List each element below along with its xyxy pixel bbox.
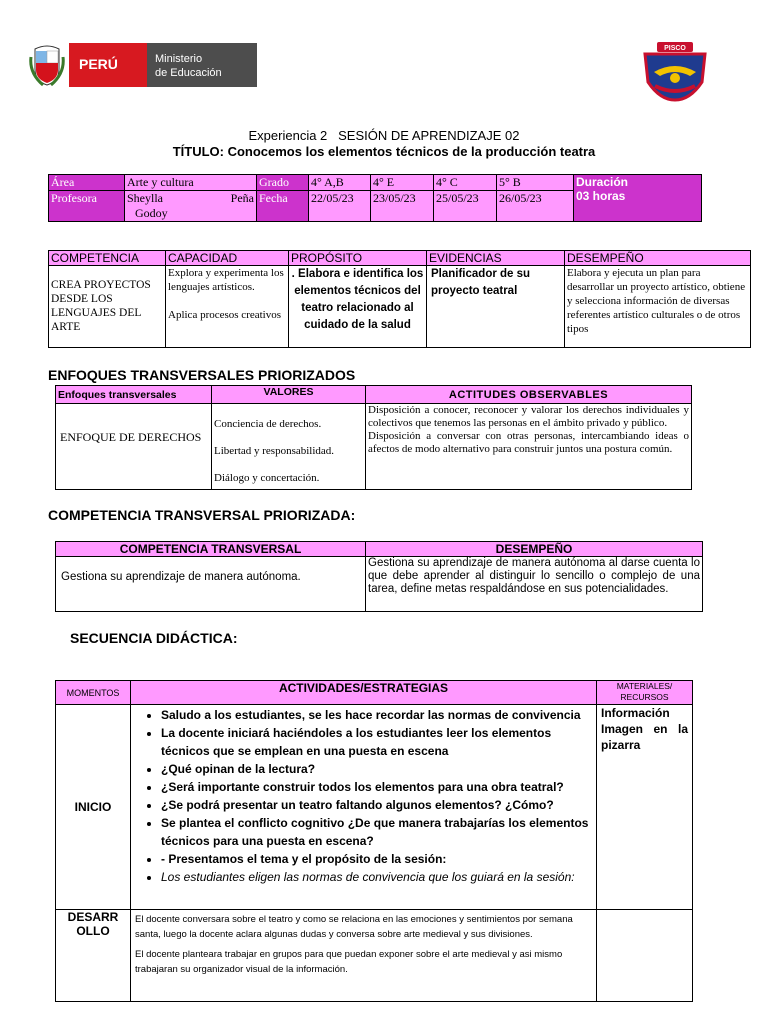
competencia-table [48,250,751,348]
list-item: • ¿Qué opinan de la lectura? [161,760,594,778]
comp-trans-desempeno-header: DESEMPEÑO [366,542,703,557]
profesora-value [125,191,257,222]
desarrollo-activities [131,910,597,1002]
enfoques-table [55,385,692,490]
peru-label-box [69,43,147,87]
valores-header: VALORES [212,386,366,404]
grade-cell: 4° A,B [309,175,371,191]
area-label: Área [49,175,125,191]
list-item: • Se plantea el conflicto cognitivo ¿De que manera trabajarías los elementos técnicos para una puesta en escena? [161,814,594,850]
secuencia-table [55,680,693,1002]
comp-trans-desempeno-cell: Gestiona su aprendizaje de manera autónoma al darse cuenta lo que debe aprender al distinguir lo sencillo o complejo de una tarea, define metas respaldándose en sus potencialidades. [366,557,703,612]
inicio-activities [131,705,597,910]
desarrollo-label-2: OLLO [76,924,110,938]
comp-trans-table [55,541,703,612]
comp-trans-header: COMPETENCIA TRANSVERSAL [56,542,366,557]
grade-cell: 4° C [434,175,497,191]
fecha-label: Fecha [257,191,309,222]
comp-header: DESEMPEÑO [565,251,751,266]
comp-trans-cell: Gestiona su aprendizaje de manera autónoma. [56,557,366,612]
list-item: • - Presentamos el tema y el propósito de la sesión: [161,850,594,868]
experiencia-label: Experiencia 2 [248,128,328,143]
desarrollo-label [56,910,131,1002]
materiales-header-line1: MATERIALES/ [616,681,673,691]
competencia-cell: CREA PROYECTOS DESDE LOS LENGUAJES DEL ARTE [49,266,166,348]
date-cell: 23/05/23 [371,191,434,222]
info-table [48,174,702,222]
grado-label: Grado [257,175,309,191]
date-cell: 26/05/23 [497,191,574,222]
actitud-1: Disposición a conocer, reconocer y valorar los derechos individuales y colectivos que tenemos las personas en el ámbito privado y público. [368,404,689,429]
materiales-header-line2: RECURSOS [620,692,669,702]
materiales-header [597,681,693,705]
proposito-cell: . Elabora e identifica los elementos técnicos del teatro relacionado al cuidado de la salud [289,266,427,348]
evidencias-cell: Planificador de su proyecto teatral [427,266,565,348]
desarrollo-label-1: DESARR [67,910,119,924]
grade-cell: 5° B [497,175,574,191]
peru-label: PERÚ [79,56,118,72]
actividades-header: ACTIVIDADES/ESTRATEGIAS [131,681,597,705]
ministry-line-2: de Educación [155,67,222,79]
actitudes-cell [366,404,692,490]
valor-item: Diálogo y concertación. [214,472,320,484]
capacidad-1: Explora y experimenta los lenguajes artísticos. [168,267,284,293]
list-item: • ¿Se podrá presentar un teatro faltando algunos elementos? ¿Cómo? [161,796,594,814]
grade-cell: 4° E [371,175,434,191]
session-title: TÍTULO: Conocemos los elementos técnicos de la producción teatra [172,144,596,159]
session-header [0,128,768,143]
valores-cell [212,404,366,490]
comp-header: PROPÓSITO [289,251,427,266]
school-badge-text: PISCO [664,45,686,52]
inicio-label: INICIO [56,705,131,910]
duracion-cell [574,175,702,222]
duracion-label: Duración [576,175,629,189]
profesora-last: Peña [230,191,254,205]
momentos-header: MOMENTOS [56,681,131,705]
profesora-first: Sheylla [127,191,163,205]
list-item: • La docente iniciará haciéndoles a los estudiantes leer los elementos técnicos que se emplean en una puesta en escena [161,724,594,760]
profesora-label: Profesora [49,191,125,222]
school-crest-logo [640,42,710,102]
valor-item: Libertad y responsabilidad. [214,445,335,457]
list-item: • ¿Será importante construir todos los elementos para una obra teatral? [161,778,594,796]
profesora-line2: Godoy [135,206,168,220]
capacidad-cell [166,266,289,348]
date-cell: 25/05/23 [434,191,497,222]
inicio-materiales: Información Imagen en la pizarra [597,705,693,910]
inicio-list [133,706,594,886]
secuencia-section-title: SECUENCIA DIDÁCTICA: [70,630,238,646]
area-value: Arte y cultura [125,175,257,191]
enfoques-section-title: ENFOQUES TRANSVERSALES PRIORIZADOS [48,367,356,383]
desarrollo-p1: El docente conversara sobre el teatro y como se relaciona en las emociones y sentimientos por semana santa, luego la docente aclara algunas dudas y conversa sobre arte medieval y sus divisiones. [135,914,573,940]
actitud-2: Disposición a conversar con otras personas, intercambiando ideas o afectos de modo alternativo para construir juntos una postura común. [368,430,689,455]
list-item: • Los estudiantes eligen las normas de convivencia que los guiará en la sesión: [161,868,594,886]
desempeno-cell: Elabora y ejecuta un plan para desarrollar un proyecto artístico, obtiene y selecciona información de diversas referentes artístico culturales o de otros tipos [565,266,751,348]
sesion-label: SESIÓN DE APRENDIZAJE 02 [338,128,520,143]
minedu-logo [29,43,257,87]
capacidad-2: Aplica procesos creativos [168,309,282,321]
valor-item: Conciencia de derechos. [214,418,322,430]
comp-header: CAPACIDAD [166,251,289,266]
desarrollo-p2: El docente planteara trabajar en grupos para que puedan exponer sobre el arte medieval y asi mismo trabajaran su organizador visual de la información. [135,949,563,975]
actitudes-header: ACTITUDES OBSERVABLES [366,386,692,404]
comp-trans-section-title: COMPETENCIA TRANSVERSAL PRIORIZADA: [48,507,356,523]
comp-header: COMPETENCIA [49,251,166,266]
ministry-line-1: Ministerio [155,53,203,65]
list-item: • Saludo a los estudiantes, se les hace recordar las normas de convivencia [161,706,594,724]
enfoque-cell: ENFOQUE DE DERECHOS [56,404,212,490]
duracion-value: 03 horas [576,189,626,203]
enfoques-header: Enfoques transversales [56,386,212,404]
peru-shield-icon [29,43,65,87]
comp-header: EVIDENCIAS [427,251,565,266]
date-cell: 22/05/23 [309,191,371,222]
ministry-label-box [147,43,257,87]
desarrollo-materiales [597,910,693,1002]
